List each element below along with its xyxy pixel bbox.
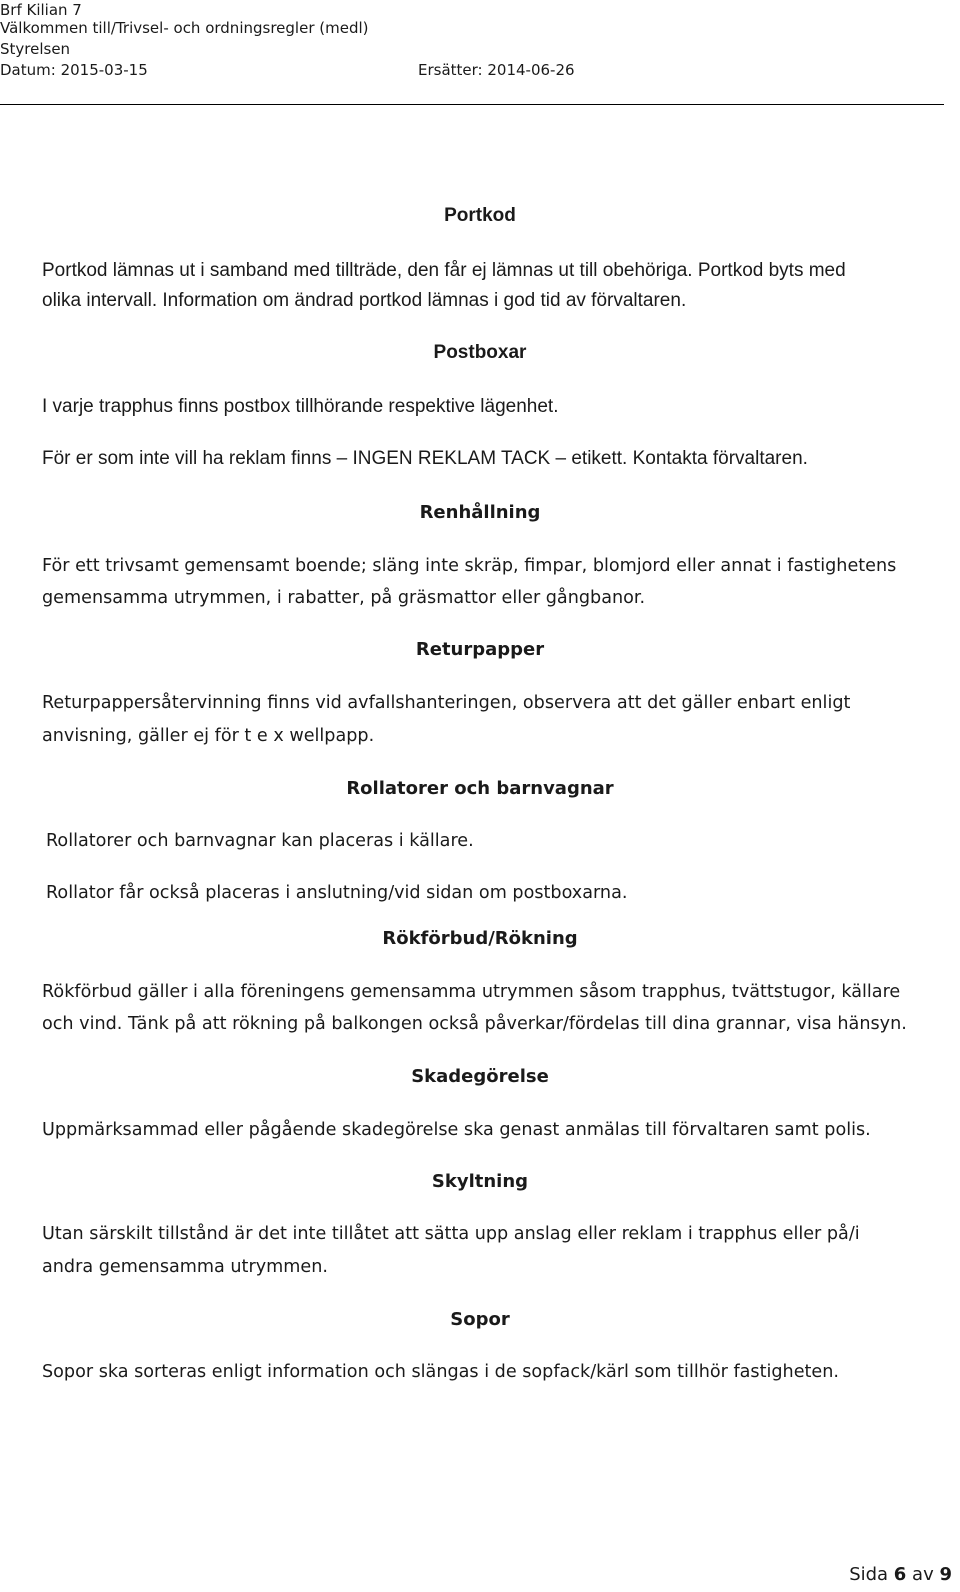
heading-rollatorer: Rollatorer och barnvagnar — [346, 778, 614, 799]
heading-rokforbud: Rökförbud/Rökning — [382, 928, 578, 949]
header-doc-title: Välkommen till/Trivsel- och ordningsregler (medl) — [0, 19, 369, 37]
skyltning-line-2: andra gemensamma utrymmen. — [42, 1257, 328, 1277]
page-number — [849, 1564, 952, 1585]
returpapper-line-2: anvisning, gäller ej för t e x wellpapp. — [42, 726, 375, 746]
heading-postboxar: Postboxar — [433, 342, 527, 363]
renhallning-line-1: För ett trivsamt gemensamt boende; släng inte skräp, fimpar, blomjord eller annat i fastighetens — [42, 556, 897, 576]
header-date: Datum: 2015-03-15 — [0, 61, 148, 79]
skyltning-line-1: Utan särskilt tillstånd är det inte tillåtet att sätta upp anslag eller reklam i trapphus eller på/i — [42, 1224, 860, 1244]
header-replaces: Ersätter: 2014-06-26 — [418, 61, 575, 79]
portkod-line-1: Portkod lämnas ut i samband med tillträde, den får ej lämnas ut till obehöriga. Portkod byts med — [42, 260, 846, 281]
rollatorer-line-1: Rollatorer och barnvagnar kan placeras i källare. — [46, 831, 474, 851]
header-org: Brf Kilian 7 — [0, 1, 82, 19]
postboxar-line-2: För er som inte vill ha reklam finns – INGEN REKLAM TACK – etikett. Kontakta förvaltaren. — [42, 448, 808, 469]
heading-sopor: Sopor — [450, 1309, 510, 1330]
page-number-total: 9 — [939, 1564, 952, 1585]
header-author: Styrelsen — [0, 40, 71, 58]
header-divider — [0, 104, 944, 105]
renhallning-line-2: gemensamma utrymmen, i rabatter, på gräsmattor eller gångbanor. — [42, 588, 646, 608]
sopor-line-1: Sopor ska sorteras enligt information och slängas i de sopfack/kärl som tillhör fastigheten. — [42, 1362, 839, 1382]
skadegorelse-line-1: Uppmärksammad eller pågående skadegörelse ska genast anmälas till förvaltaren samt polis. — [42, 1120, 871, 1140]
rollatorer-line-2: Rollator får också placeras i anslutning/vid sidan om postboxarna. — [46, 883, 628, 903]
page-number-current: 6 — [893, 1564, 907, 1585]
page-number-middle: av — [906, 1564, 940, 1585]
rokforbud-line-1: Rökförbud gäller i alla föreningens gemensamma utrymmen såsom trapphus, tvättstugor, källare — [42, 982, 901, 1002]
page-number-prefix: Sida — [849, 1564, 894, 1585]
portkod-line-2: olika intervall. Information om ändrad portkod lämnas i god tid av förvaltaren. — [42, 290, 687, 311]
returpapper-line-1: Returpappersåtervinning finns vid avfallshanteringen, observera att det gäller enbart enligt — [42, 693, 851, 713]
heading-skyltning: Skyltning — [431, 1171, 529, 1192]
heading-renhallning: Renhållning — [419, 502, 541, 523]
heading-returpapper: Returpapper — [415, 639, 545, 660]
rokforbud-line-2: och vind. Tänk på att rökning på balkongen också påverkar/fördelas till dina grannar, visa hänsyn. — [42, 1014, 907, 1034]
heading-skadegorelse: Skadegörelse — [411, 1066, 549, 1087]
heading-portkod: Portkod — [444, 205, 516, 226]
postboxar-line-1: I varje trapphus finns postbox tillhörande respektive lägenhet. — [42, 396, 559, 417]
